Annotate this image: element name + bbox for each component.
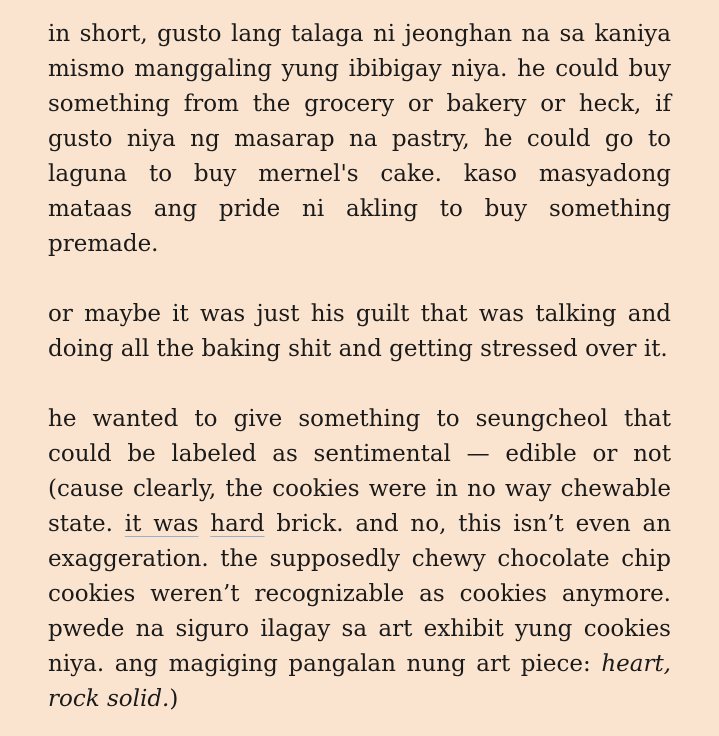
highlighted-phrase-it-was[interactable]: it was [124,511,199,537]
paragraph-1: in short, gusto lang talaga ni jeonghan na sa kaniya mismo manggaling yung ibibigay niya. he could buy something from the grocery or bakery or heck, if gusto niya ng masarap na pastry, he could go to laguna to buy mernel's cake. kaso masyadong mataas ang pride ni akling to buy something premade. [48,21,671,257]
paragraph-3-text-middle: brick. and no, this isn’t even an exaggeration. the supposedly chewy chocolate chip cookies weren’t recognizable as cookies anymore. pwede na siguro ilagay sa art exhibit yung cookies niya. ang magiging pangalan nung art piece: [48,511,672,677]
paragraph-3-closing: ) [169,686,179,712]
paragraph-3-space [198,511,210,537]
paragraph-3-text-start: he wanted to give something to seungcheol that could be labeled as sentimental — edible or not (cause clearly, the cookies were in no way chewable state. [48,406,671,537]
paragraph-3 [48,402,671,717]
highlighted-word-hard[interactable]: hard [210,511,265,537]
italic-art-piece-name: heart, rock solid. [48,651,671,712]
paragraph-2: or maybe it was just his guilt that was talking and doing all the baking shit and getting stressed over it. [48,301,671,362]
